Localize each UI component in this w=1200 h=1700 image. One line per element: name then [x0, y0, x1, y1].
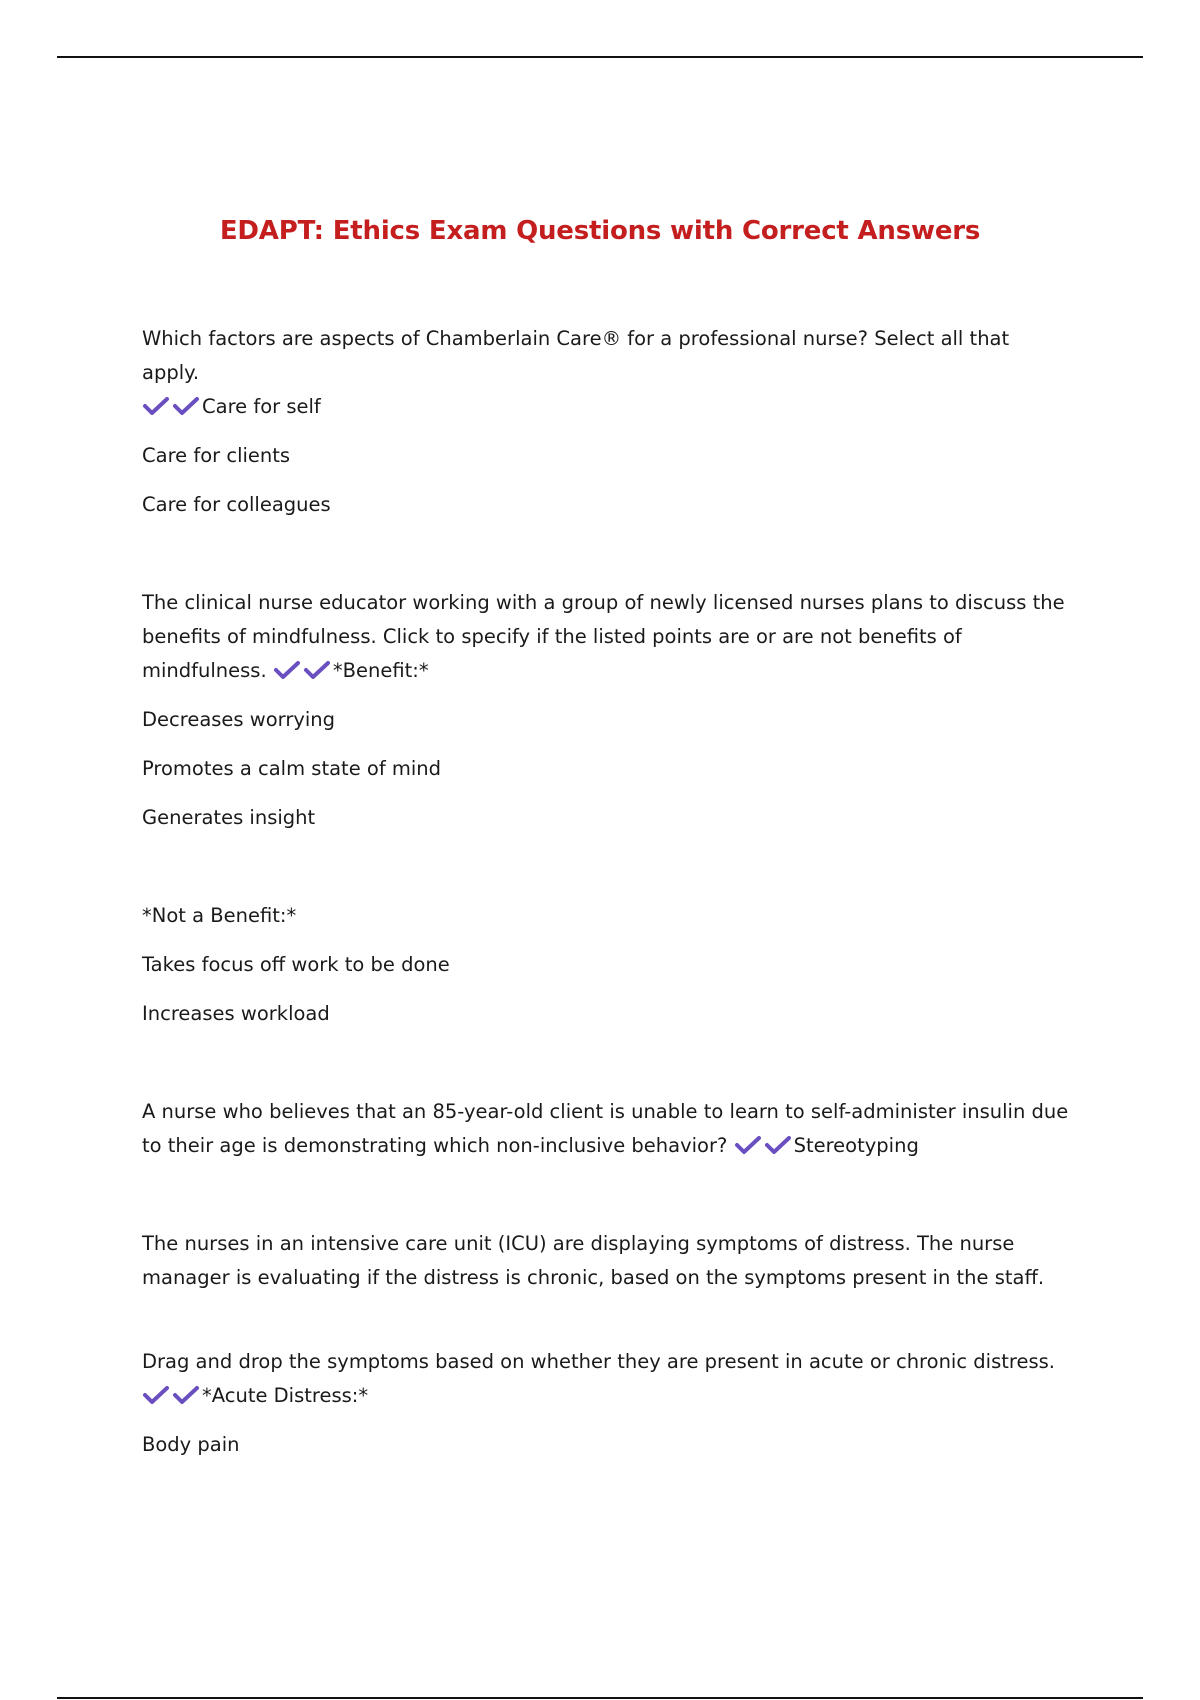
check-icon: [764, 1134, 794, 1156]
question-4-text: Drag and drop the symptoms based on whether they are present in acute or chronic distress.: [142, 1350, 1055, 1373]
check-icon: [172, 1384, 202, 1406]
question-1: [142, 322, 1072, 424]
page-title: EDAPT: Ethics Exam Questions with Correct Answers: [219, 216, 981, 246]
check-icon: [142, 395, 172, 417]
check-icon: [142, 1384, 172, 1406]
correct-answer-marker: [734, 1129, 794, 1163]
check-icon: [303, 659, 333, 681]
not-benefit-item: Takes focus off work to be done: [142, 953, 450, 976]
question-3: [142, 1095, 1072, 1163]
benefit-item: Generates insight: [142, 806, 316, 829]
correct-answer-marker: [273, 654, 333, 688]
check-icon: [734, 1134, 764, 1156]
not-benefit-label: *Not a Benefit:*: [142, 904, 297, 927]
top-rule: [57, 56, 1143, 58]
answer-1: Care for self: [202, 395, 321, 418]
question-2: [142, 586, 1072, 688]
bottom-rule: [57, 1697, 1143, 1699]
benefit-item: Decreases worrying: [142, 708, 336, 731]
answer-3: Stereotyping: [793, 1134, 919, 1157]
answer-option: Body pain: [142, 1433, 240, 1456]
answer-4-label: *Acute Distress:*: [202, 1384, 369, 1407]
question-3-text: A nurse who believes that an 85-year-old client is unable to learn to self-administer insulin due to their age is demonstrating which non-inclusive behavior?: [142, 1100, 1069, 1157]
not-benefit-item: Increases workload: [142, 1002, 330, 1025]
answer-option: Care for clients: [142, 444, 291, 467]
question-4-context: The nurses in an intensive care unit (ICU) are displaying symptoms of distress. The nurse manager is evaluating if the distress is chronic, based on the symptoms present in the staff.: [142, 1232, 1045, 1289]
benefit-item: Promotes a calm state of mind: [142, 757, 442, 780]
check-icon: [273, 659, 303, 681]
answer-2-label: *Benefit:*: [332, 659, 429, 682]
question-2-text: The clinical nurse educator working with a group of newly licensed nurses plans to discuss the benefits of mindfulness. Click to specify if the listed points are or are not benefits of mindfulness.: [142, 591, 1065, 682]
check-icon: [172, 395, 202, 417]
correct-answer-marker: [142, 390, 202, 424]
question-4: [142, 1345, 1072, 1413]
document-body: [142, 322, 1072, 1462]
answer-option: Care for colleagues: [142, 493, 331, 516]
correct-answer-marker: [142, 1379, 202, 1413]
question-1-text: Which factors are aspects of Chamberlain Care® for a professional nurse? Select all that apply.: [142, 327, 1010, 384]
